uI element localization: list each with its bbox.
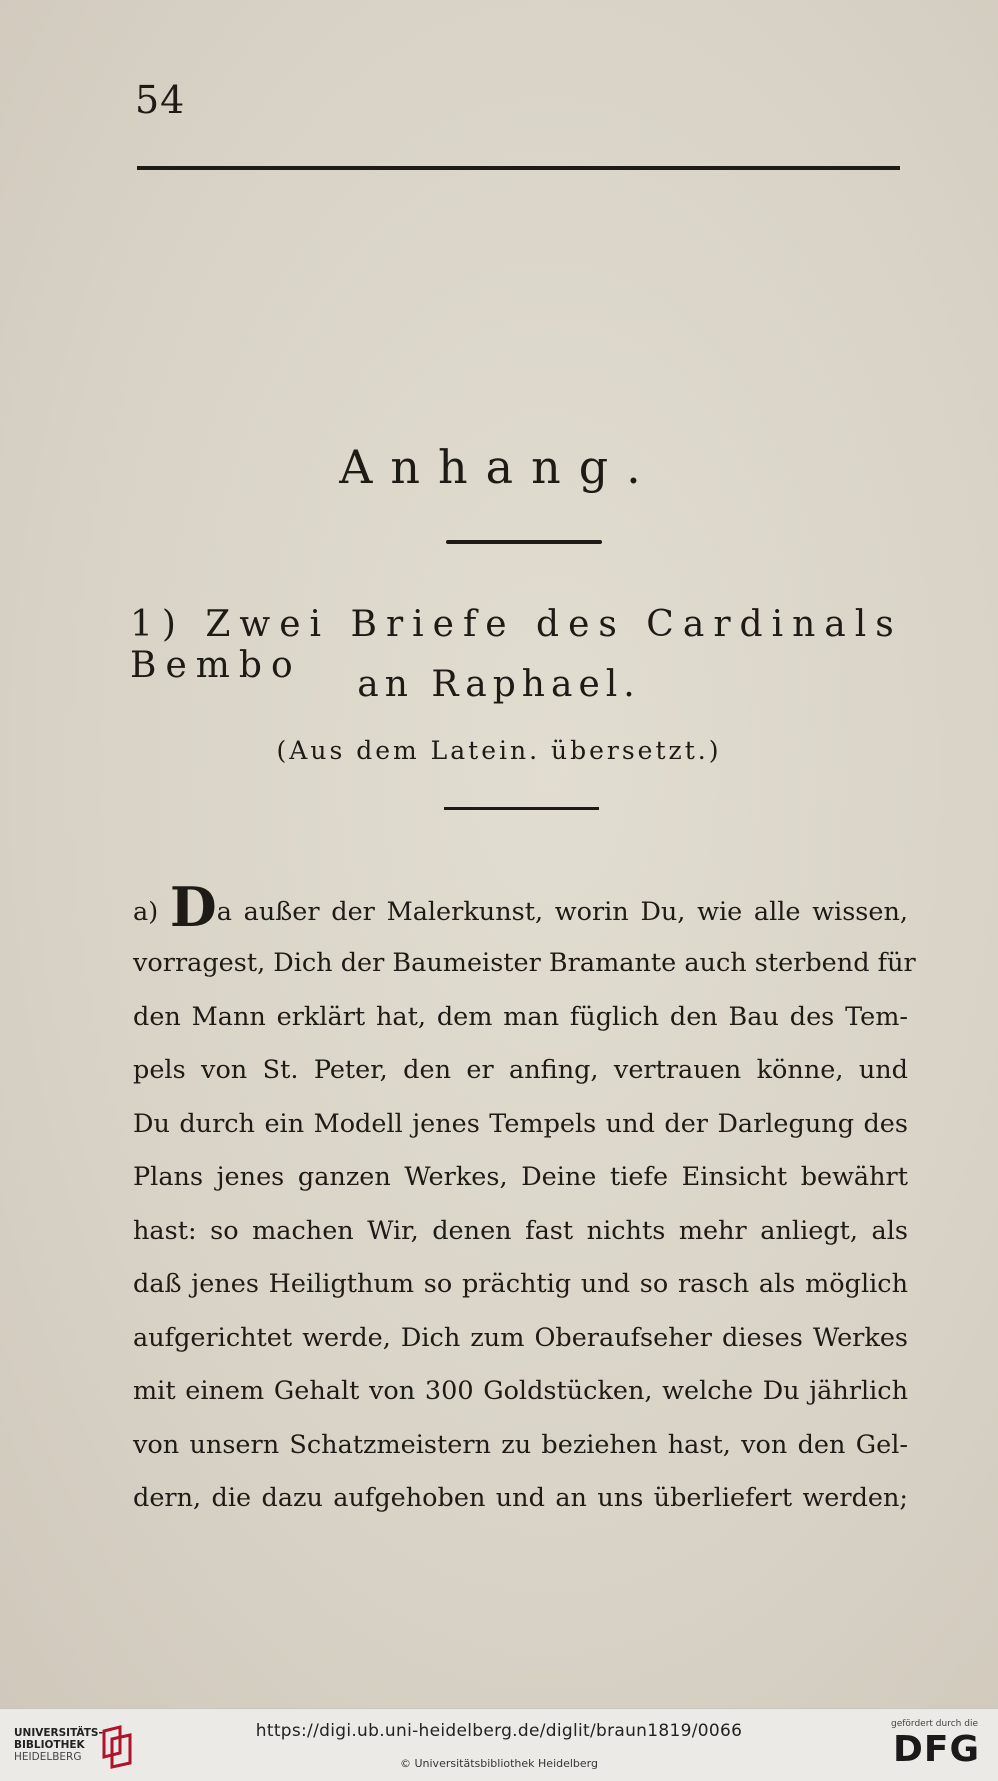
text-line: von unsern Schatzmeistern zu beziehen hast, von den Gel- bbox=[133, 1429, 908, 1460]
chapter-subtitle: (Aus dem Latein. übersetzt.) bbox=[276, 736, 722, 765]
text-line: Plans jenes ganzen Werkes, Deine tiefe Einsicht bewährt bbox=[133, 1162, 908, 1192]
chapter-title-line2: an Raphael. bbox=[357, 664, 641, 705]
subtitle-divider bbox=[444, 807, 599, 810]
header-rule bbox=[137, 166, 900, 170]
text-line: hast: so machen Wir, denen fast nichts mehr anliegt, als bbox=[133, 1215, 908, 1246]
text-line: daß jenes Heiligthum so prächtig und so rasch als möglich bbox=[133, 1269, 908, 1299]
dfg-logo: DFG bbox=[892, 1729, 980, 1770]
letter-text bbox=[133, 875, 916, 1526]
logo-text-line1: UNIVERSITÄTS- bbox=[14, 1727, 103, 1739]
drop-cap: D bbox=[169, 875, 217, 939]
text-line: pels von St. Peter, den er anfing, vertrauen könne, und bbox=[133, 1055, 908, 1085]
logo-text-line2: BIBLIOTHEK bbox=[14, 1739, 85, 1751]
copyright-notice: © Universitätsbibliothek Heidelberg bbox=[399, 1757, 598, 1770]
letter-label: a) bbox=[133, 897, 159, 927]
logo-text-line3: HEIDELBERG bbox=[14, 1751, 82, 1763]
first-line-text: a außer der Malerkunst, worin Du, wie alle wissen, bbox=[216, 897, 909, 927]
section-heading: Anhang. bbox=[339, 440, 659, 494]
footer-bar bbox=[0, 1708, 998, 1781]
text-line: vorragest, Dich der Baumeister Bramante auch sterbend für bbox=[133, 948, 916, 978]
page-number: 54 bbox=[135, 78, 186, 122]
text-line: Du durch ein Modell jenes Tempels und der Darlegung des bbox=[133, 1108, 908, 1139]
text-line: mit einem Gehalt von 300 Goldstücken, welche Du jährlich bbox=[133, 1376, 908, 1406]
heading-divider bbox=[446, 540, 602, 544]
chapter-title-line1: 1) Zwei Briefe des Cardinals Bembo bbox=[130, 604, 903, 686]
text-line: aufgerichtet werde, Dich zum Oberaufseher dieses Werkes bbox=[133, 1322, 908, 1353]
text-line bbox=[133, 875, 909, 939]
text-line: dern, die dazu aufgehoben und an uns überliefert werden; bbox=[133, 1483, 908, 1513]
permalink-url[interactable]: https://digi.ub.uni-heidelberg.de/diglit/braun1819/0066 bbox=[255, 1721, 743, 1741]
funding-label: gefördert durch die bbox=[891, 1719, 978, 1729]
text-line: den Mann erklärt hat, dem man füglich den Bau des Tem- bbox=[133, 1001, 908, 1032]
